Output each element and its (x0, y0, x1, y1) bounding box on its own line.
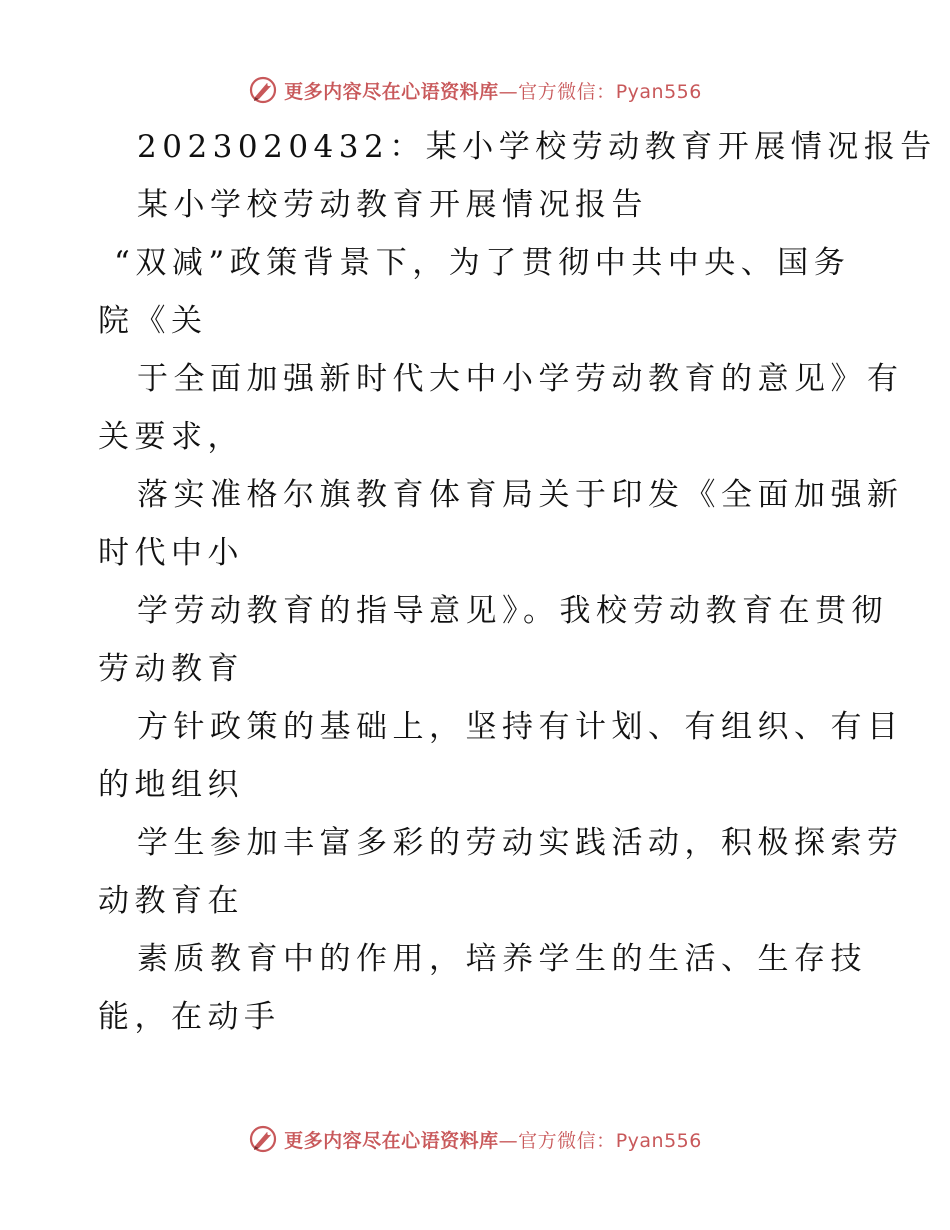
banner-separator: — (498, 80, 519, 103)
doc-subtitle-line: 某小学校劳动教育开展情况报告 (137, 187, 648, 223)
doc-text-line: 落实准格尔旗教育体育局关于印发《全面加强新 (137, 477, 904, 513)
pen-logo-icon (248, 1124, 278, 1154)
banner-brand: 更多内容尽在心语资料库 (284, 1129, 499, 1152)
doc-text-line: 于全面加强新时代大中小学劳动教育的意见》有 (137, 361, 904, 397)
banner-wechat-id: Pyan556 (615, 80, 702, 103)
banner-wechat-label: 官方微信： (518, 80, 616, 103)
doc-text-line: 的地组织 (98, 767, 244, 803)
doc-text-line: 素质教育中的作用，培养学生的生活、生存技 (137, 941, 867, 977)
doc-text-line: 能，在动手 (98, 999, 281, 1035)
doc-text-line: 关要求， (98, 419, 244, 455)
doc-text-line: 劳动教育 (98, 651, 244, 687)
doc-text-line: 院《关 (98, 303, 208, 339)
doc-title-line: 2023020432：某小学校劳动教育开展情况报告 (137, 129, 937, 165)
banner-brand: 更多内容尽在心语资料库 (284, 80, 499, 103)
footer-banner (0, 1121, 950, 1157)
doc-text-line: “双减”政策背景下，为了贯彻中共中央、国务 (114, 245, 851, 281)
doc-text-line: 方针政策的基础上，坚持有计划、有组织、有目 (137, 709, 904, 745)
doc-text-line: 学生参加丰富多彩的劳动实践活动，积极探索劳 (137, 825, 904, 861)
banner-wechat-label: 官方微信： (518, 1129, 616, 1152)
footer-banner-text (284, 1126, 702, 1153)
footer-banner-content (248, 1124, 702, 1154)
doc-text-line: 学劳动教育的指导意见》。我校劳动教育在贯彻 (137, 593, 888, 629)
banner-separator: — (498, 1129, 519, 1152)
banner-wechat-id: Pyan556 (615, 1129, 702, 1152)
doc-text-line: 动教育在 (98, 883, 244, 919)
doc-text-line: 时代中小 (98, 535, 244, 571)
